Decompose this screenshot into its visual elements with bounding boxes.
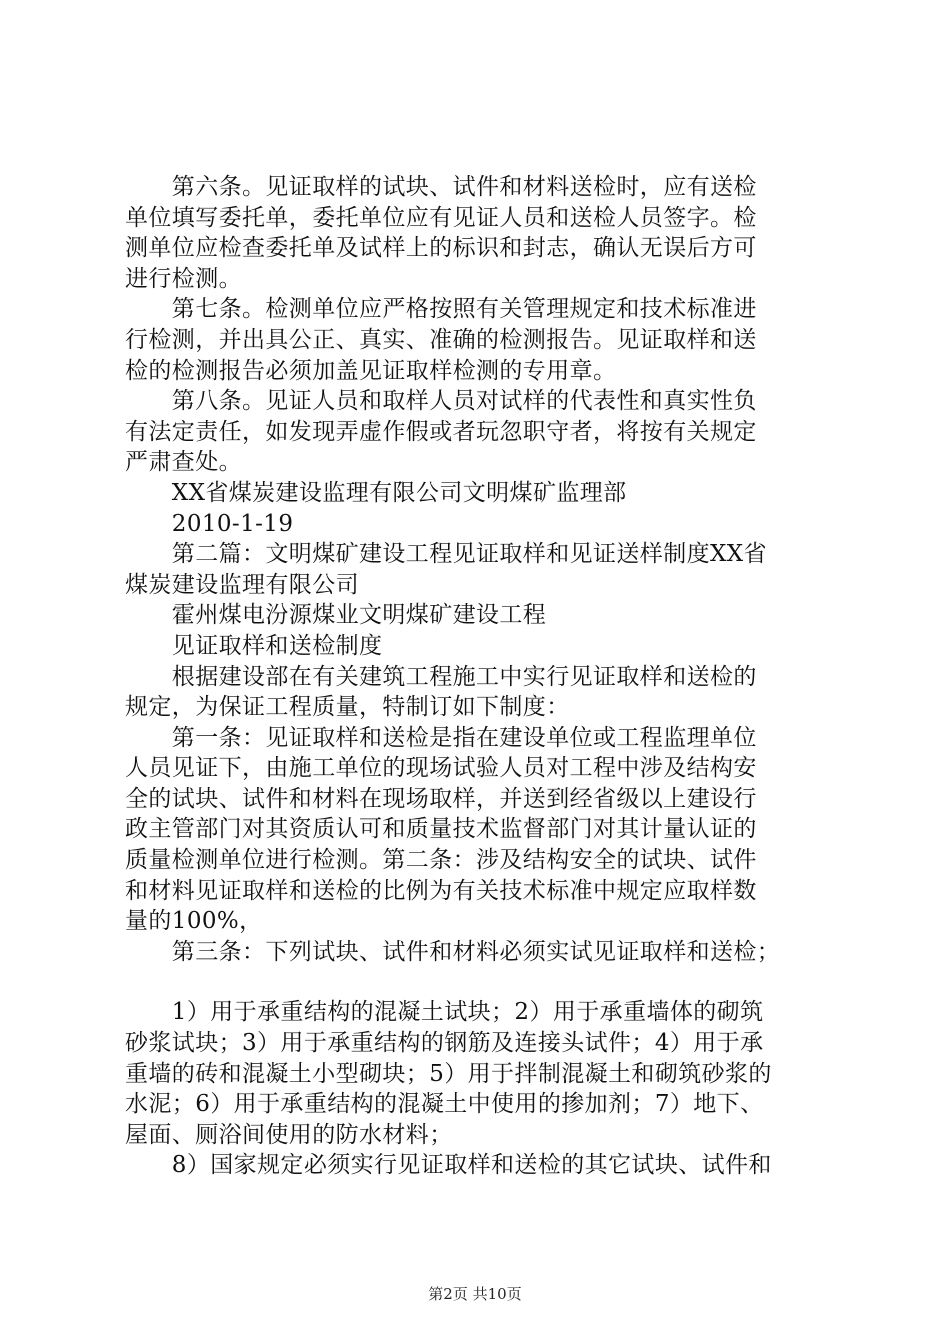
project-title: 霍州煤电汾源煤业文明煤矿建设工程 <box>125 602 547 629</box>
body-line: 全的试块、试件和材料在现场取样，并送到经省级以上建设行 <box>125 785 757 812</box>
body-line: 有法定责任，如发现弄虚作假或者玩忽职守者，将按有关规定 <box>125 418 757 445</box>
body-line: 严肃查处。 <box>125 449 242 476</box>
body-line: 单位填写委托单，委托单位应有见证人员和送检人员签字。检 <box>125 204 757 231</box>
body-line: 重墙的砖和混凝土小型砌块；5）用于拌制混凝土和砌筑砂浆的 <box>125 1060 772 1087</box>
body-line: 第六条。见证取样的试块、试件和材料送检时，应有送检 <box>125 174 757 200</box>
body-line: 1）用于承重结构的混凝土试块；2）用于承重墙体的砌筑 <box>125 999 764 1026</box>
body-line: 规定，为保证工程质量，特制订如下制度： <box>125 694 570 721</box>
body-line: 人员见证下，由施工单位的现场试验人员对工程中涉及结构安 <box>125 755 757 782</box>
body-line: 进行检测。 <box>125 265 242 292</box>
chapter-heading: 第二篇：文明煤矿建设工程见证取样和见证送样制度XX省 <box>125 541 767 568</box>
body-line: 砂浆试块；3）用于承重结构的钢筋及连接头试件；4）用于承 <box>125 1030 764 1057</box>
body-line: 量的100%， <box>125 908 263 935</box>
body-line: 第八条。见证人员和取样人员对试样的代表性和真实性负 <box>125 388 757 415</box>
body-line: 政主管部门对其资质认可和质量技术监督部门对其计量认证的 <box>125 816 757 843</box>
regulation-title: 见证取样和送检制度 <box>125 632 383 659</box>
body-line: 根据建设部在有关建筑工程施工中实行见证取样和送检的 <box>125 663 757 690</box>
body-line: 水泥；6）用于承重结构的混凝土中使用的掺加剂；7）地下、 <box>125 1091 764 1118</box>
body-line: 检的检测报告必须加盖见证取样检测的专用章。 <box>125 357 617 384</box>
chapter-heading: 煤炭建设监理有限公司 <box>125 571 359 598</box>
body-line: 屋面、厕浴间使用的防水材料； <box>125 1121 453 1148</box>
page-number-footer: 第2页 共10页 <box>428 1285 522 1303</box>
body-line: 8）国家规定必须实行见证取样和送检的其它试块、试件和 <box>125 1152 772 1179</box>
signature-date: 2010-1-19 <box>125 510 294 537</box>
body-line: 第一条：见证取样和送检是指在建设单位或工程监理单位 <box>125 724 757 751</box>
body-line: 质量检测单位进行检测。第二条：涉及结构安全的试块、试件 <box>125 847 757 874</box>
body-line: 行检测，并出具公正、真实、准确的检测报告。见证取样和送 <box>125 326 757 353</box>
document-body <box>125 172 835 1181</box>
paragraph-gap <box>125 967 835 997</box>
body-line: 第七条。检测单位应严格按照有关管理规定和技术标准进 <box>125 296 757 323</box>
body-line: 和材料见证取样和送检的比例为有关技术标准中规定应取样数 <box>125 877 757 904</box>
signature-company: XX省煤炭建设监理有限公司文明煤矿监理部 <box>125 479 627 506</box>
body-line: 第三条：下列试块、试件和材料必须实试见证取样和送检； <box>125 938 781 965</box>
body-line: 测单位应检查委托单及试样上的标识和封志，确认无误后方可 <box>125 235 757 262</box>
